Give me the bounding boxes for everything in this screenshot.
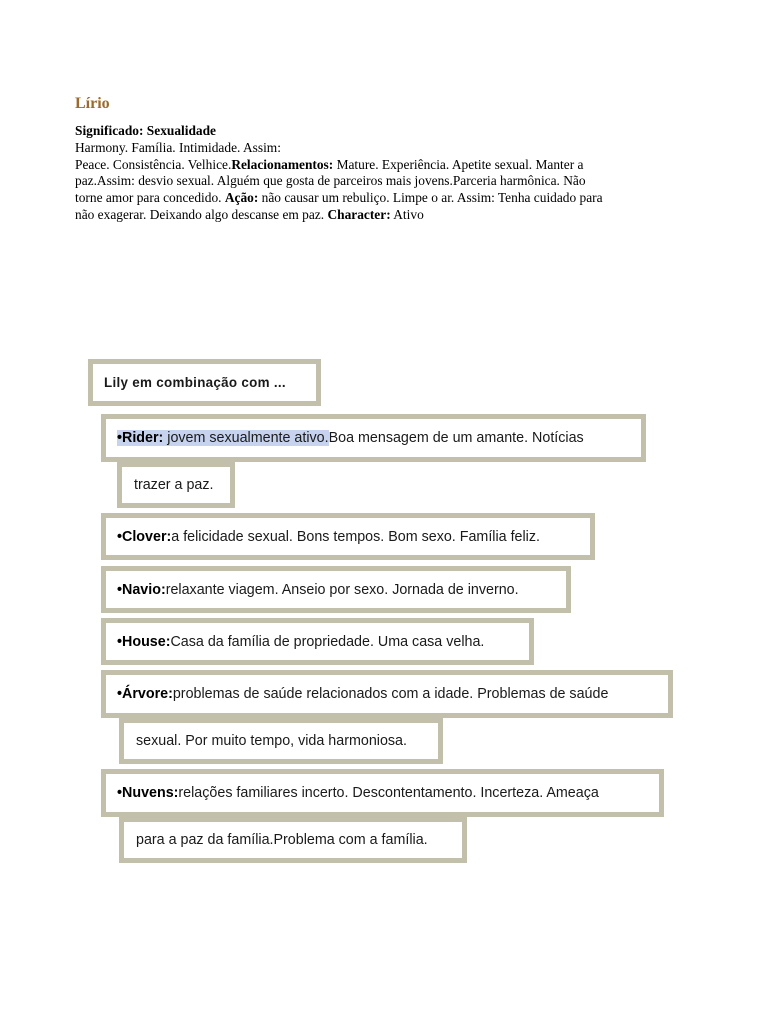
arvore-label: •Árvore: <box>117 686 173 702</box>
meaning-line-3 <box>75 157 695 174</box>
meaning-text: Ativo <box>390 206 424 222</box>
meaning-text: não exagerar. Deixando algo descanse em paz. <box>75 206 328 222</box>
meaning-line-6 <box>75 207 695 224</box>
nuvens-label: •Nuvens: <box>117 785 179 801</box>
meaning-text: Peace. Consistência. Velhice. <box>75 156 232 172</box>
rider-continuation: trazer a paz. <box>134 477 214 493</box>
combination-item-house <box>101 618 534 665</box>
nuvens-continuation: para a paz da família.Problema com a família. <box>136 832 428 848</box>
combination-item-rider-continuation <box>117 462 235 508</box>
combination-heading-box <box>88 359 321 406</box>
navio-label: •Navio: <box>117 581 166 598</box>
page-title: Lírio <box>75 95 110 112</box>
house-label: •House: <box>117 633 171 650</box>
rider-text-highlighted: jovem sexualmente ativo. <box>163 430 329 446</box>
arvore-continuation: sexual. Por muito tempo, vida harmoniosa. <box>136 733 407 749</box>
character-label: Character: <box>327 206 391 222</box>
meaning-line-4: paz.Assim: desvio sexual. Alguém que gosta de parceiros mais jovens.Parceria harmônica. Não <box>75 173 586 189</box>
meaning-line-1 <box>75 123 695 140</box>
arvore-text: problemas de saúde relacionados com a idade. Problemas de saúde <box>172 686 609 702</box>
combination-item-arvore <box>101 670 673 718</box>
nuvens-text: relações familiares incerto. Descontentamento. Incerteza. Ameaça <box>178 785 599 801</box>
meaning-paragraph <box>75 123 695 224</box>
rider-label: •Rider: <box>117 430 164 446</box>
meaning-line-2: Harmony. Família. Intimidade. Assim: <box>75 139 281 155</box>
combination-item-nuvens-continuation <box>119 817 467 863</box>
clover-label: •Clover: <box>117 528 172 545</box>
house-text: Casa da família de propriedade. Uma casa velha. <box>170 633 485 650</box>
meaning-label: Significado: Sexualidade <box>75 123 217 138</box>
combination-item-navio <box>101 566 571 613</box>
action-label: Ação: <box>224 190 259 206</box>
combination-item-nuvens <box>101 769 664 817</box>
navio-text: relaxante viagem. Anseio por sexo. Jornada de inverno. <box>165 581 519 598</box>
clover-text: a felicidade sexual. Bons tempos. Bom sexo. Família feliz. <box>171 528 540 545</box>
rider-text: Boa mensagem de um amante. Notícias <box>328 430 584 446</box>
meaning-text: torne amor para concedido. <box>75 190 225 206</box>
relationships-label: Relacionamentos: <box>231 156 334 172</box>
combination-item-arvore-continuation <box>119 718 443 764</box>
meaning-line-5 <box>75 190 695 207</box>
rider-highlight <box>117 430 329 446</box>
combination-item-rider <box>101 414 646 462</box>
combination-item-clover <box>101 513 595 560</box>
meaning-text: não causar um rebuliço. Limpe o ar. Assim: Tenha cuidado para <box>258 190 603 206</box>
combination-heading: Lily em combinação com ... <box>104 375 286 390</box>
meaning-text: Mature. Experiência. Apetite sexual. Manter a <box>333 156 584 172</box>
